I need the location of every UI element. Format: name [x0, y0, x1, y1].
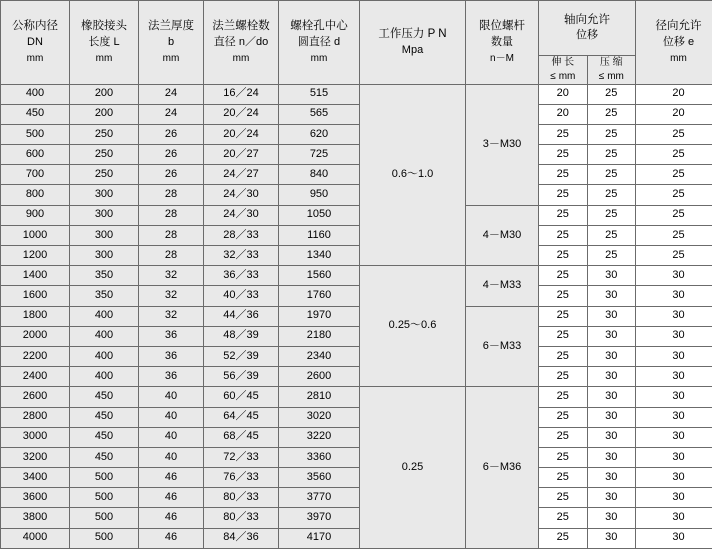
cell-limit-rod: 4－M30 [466, 205, 539, 266]
header-radial: 径向允许 位移 e mm [636, 1, 712, 85]
cell-axial-elongation: 25 [539, 488, 588, 508]
cell-bolt-circle: 3360 [279, 447, 360, 467]
cell-axial-elongation: 25 [539, 427, 588, 447]
cell-axial-elongation: 25 [539, 246, 588, 266]
header-bolt-circle: 螺栓孔中心 圆直径 d mm [279, 1, 360, 85]
cell-dn: 2200 [1, 346, 70, 366]
table-row [1, 326, 712, 346]
cell-flange-thickness: 32 [139, 286, 204, 306]
header-bolt: 法兰螺栓数 直径 n／do mm [204, 1, 279, 85]
table-row [1, 286, 712, 306]
cell-dn: 400 [1, 84, 70, 104]
table-header [1, 1, 712, 85]
table-row [1, 185, 712, 205]
cell-bolt-circle: 3220 [279, 427, 360, 447]
cell-dn: 3200 [1, 447, 70, 467]
cell-bolt: 48／39 [204, 326, 279, 346]
cell-length: 400 [70, 346, 139, 366]
cell-bolt-circle: 2600 [279, 367, 360, 387]
cell-dn: 700 [1, 165, 70, 185]
cell-axial-compression: 25 [587, 145, 636, 165]
cell-dn: 2800 [1, 407, 70, 427]
cell-length: 250 [70, 165, 139, 185]
cell-axial-elongation: 25 [539, 145, 588, 165]
cell-radial: 25 [636, 205, 712, 225]
cell-radial: 30 [636, 286, 712, 306]
cell-bolt-circle: 3770 [279, 488, 360, 508]
cell-axial-compression: 30 [587, 488, 636, 508]
cell-flange-thickness: 24 [139, 84, 204, 104]
header-axial-elongation: 伸 长 ≤ mm [539, 56, 588, 85]
cell-axial-compression: 25 [587, 225, 636, 245]
cell-radial: 30 [636, 407, 712, 427]
cell-dn: 3600 [1, 488, 70, 508]
cell-flange-thickness: 36 [139, 346, 204, 366]
header-axial: 轴向允许 位移 [539, 1, 636, 56]
cell-flange-thickness: 46 [139, 508, 204, 528]
cell-radial: 25 [636, 165, 712, 185]
table-row [1, 246, 712, 266]
cell-axial-elongation: 25 [539, 346, 588, 366]
table-row [1, 84, 712, 104]
cell-length: 350 [70, 266, 139, 286]
table-row [1, 306, 712, 326]
cell-flange-thickness: 46 [139, 528, 204, 548]
table-row [1, 346, 712, 366]
cell-bolt-circle: 2180 [279, 326, 360, 346]
cell-length: 400 [70, 326, 139, 346]
cell-bolt: 40／33 [204, 286, 279, 306]
cell-length: 450 [70, 427, 139, 447]
cell-length: 500 [70, 528, 139, 548]
cell-bolt-circle: 1560 [279, 266, 360, 286]
cell-limit-rod: 4－M33 [466, 266, 539, 306]
cell-bolt: 24／30 [204, 185, 279, 205]
cell-flange-thickness: 40 [139, 387, 204, 407]
cell-bolt: 64／45 [204, 407, 279, 427]
cell-length: 200 [70, 84, 139, 104]
cell-axial-compression: 30 [587, 427, 636, 447]
table-row [1, 165, 712, 185]
cell-radial: 25 [636, 246, 712, 266]
cell-length: 200 [70, 104, 139, 124]
header-flange-thickness: 法兰厚度 b mm [139, 1, 204, 85]
cell-flange-thickness: 32 [139, 266, 204, 286]
cell-pressure: 0.25 [360, 387, 466, 549]
cell-axial-compression: 30 [587, 447, 636, 467]
cell-axial-elongation: 25 [539, 306, 588, 326]
cell-bolt-circle: 950 [279, 185, 360, 205]
cell-axial-compression: 30 [587, 326, 636, 346]
cell-axial-compression: 25 [587, 165, 636, 185]
cell-limit-rod: 6－M33 [466, 306, 539, 387]
cell-axial-compression: 30 [587, 286, 636, 306]
cell-flange-thickness: 24 [139, 104, 204, 124]
cell-dn: 500 [1, 124, 70, 144]
header-limit-rod: 限位螺杆 数量 n－M [466, 1, 539, 85]
cell-bolt: 36／33 [204, 266, 279, 286]
header-row-main [1, 1, 712, 56]
cell-length: 350 [70, 286, 139, 306]
table-row [1, 488, 712, 508]
cell-bolt: 52／39 [204, 346, 279, 366]
cell-bolt-circle: 1970 [279, 306, 360, 326]
cell-bolt: 44／36 [204, 306, 279, 326]
cell-length: 300 [70, 225, 139, 245]
cell-radial: 20 [636, 104, 712, 124]
table-row [1, 447, 712, 467]
cell-radial: 30 [636, 306, 712, 326]
cell-flange-thickness: 46 [139, 468, 204, 488]
cell-bolt: 84／36 [204, 528, 279, 548]
cell-dn: 1800 [1, 306, 70, 326]
cell-length: 250 [70, 124, 139, 144]
table-row [1, 427, 712, 447]
cell-dn: 1600 [1, 286, 70, 306]
cell-dn: 1000 [1, 225, 70, 245]
cell-bolt: 16／24 [204, 84, 279, 104]
cell-bolt-circle: 725 [279, 145, 360, 165]
cell-axial-compression: 30 [587, 528, 636, 548]
cell-radial: 30 [636, 427, 712, 447]
cell-axial-elongation: 25 [539, 447, 588, 467]
cell-axial-elongation: 25 [539, 165, 588, 185]
cell-flange-thickness: 28 [139, 246, 204, 266]
cell-limit-rod: 6－M36 [466, 387, 539, 549]
cell-dn: 800 [1, 185, 70, 205]
cell-axial-elongation: 25 [539, 528, 588, 548]
cell-bolt: 24／30 [204, 205, 279, 225]
table-body [1, 84, 712, 548]
cell-bolt: 80／33 [204, 488, 279, 508]
cell-flange-thickness: 26 [139, 124, 204, 144]
cell-axial-elongation: 25 [539, 508, 588, 528]
cell-radial: 25 [636, 225, 712, 245]
cell-flange-thickness: 40 [139, 427, 204, 447]
cell-length: 400 [70, 367, 139, 387]
cell-radial: 20 [636, 84, 712, 104]
cell-radial: 30 [636, 468, 712, 488]
cell-dn: 2400 [1, 367, 70, 387]
cell-axial-compression: 30 [587, 468, 636, 488]
cell-radial: 30 [636, 447, 712, 467]
cell-axial-elongation: 25 [539, 367, 588, 387]
cell-length: 400 [70, 306, 139, 326]
cell-radial: 30 [636, 346, 712, 366]
table-row [1, 508, 712, 528]
cell-bolt: 60／45 [204, 387, 279, 407]
cell-flange-thickness: 28 [139, 225, 204, 245]
cell-flange-thickness: 40 [139, 407, 204, 427]
cell-radial: 30 [636, 367, 712, 387]
cell-radial: 25 [636, 145, 712, 165]
cell-length: 500 [70, 488, 139, 508]
cell-bolt-circle: 515 [279, 84, 360, 104]
table-row [1, 266, 712, 286]
cell-bolt: 72／33 [204, 447, 279, 467]
table-row [1, 145, 712, 165]
cell-axial-compression: 30 [587, 407, 636, 427]
cell-flange-thickness: 28 [139, 205, 204, 225]
cell-flange-thickness: 26 [139, 165, 204, 185]
cell-bolt-circle: 840 [279, 165, 360, 185]
cell-axial-elongation: 25 [539, 326, 588, 346]
cell-length: 500 [70, 468, 139, 488]
cell-dn: 2000 [1, 326, 70, 346]
cell-bolt-circle: 1050 [279, 205, 360, 225]
cell-dn: 3800 [1, 508, 70, 528]
cell-dn: 1400 [1, 266, 70, 286]
cell-axial-compression: 25 [587, 84, 636, 104]
cell-axial-elongation: 25 [539, 387, 588, 407]
cell-axial-elongation: 25 [539, 124, 588, 144]
cell-dn: 600 [1, 145, 70, 165]
table-row [1, 407, 712, 427]
cell-flange-thickness: 26 [139, 145, 204, 165]
cell-flange-thickness: 32 [139, 306, 204, 326]
cell-radial: 25 [636, 185, 712, 205]
table-row [1, 387, 712, 407]
table-row [1, 104, 712, 124]
table-row [1, 528, 712, 548]
cell-dn: 3000 [1, 427, 70, 447]
cell-bolt-circle: 3970 [279, 508, 360, 528]
cell-dn: 450 [1, 104, 70, 124]
cell-bolt-circle: 1760 [279, 286, 360, 306]
cell-length: 300 [70, 246, 139, 266]
cell-radial: 25 [636, 124, 712, 144]
cell-bolt-circle: 1160 [279, 225, 360, 245]
table-row [1, 367, 712, 387]
cell-bolt-circle: 2340 [279, 346, 360, 366]
cell-axial-elongation: 20 [539, 84, 588, 104]
cell-flange-thickness: 40 [139, 447, 204, 467]
cell-axial-elongation: 25 [539, 225, 588, 245]
cell-axial-elongation: 25 [539, 468, 588, 488]
cell-axial-elongation: 25 [539, 205, 588, 225]
cell-axial-compression: 30 [587, 367, 636, 387]
cell-bolt: 20／27 [204, 145, 279, 165]
cell-axial-elongation: 25 [539, 407, 588, 427]
cell-bolt-circle: 565 [279, 104, 360, 124]
cell-bolt-circle: 3020 [279, 407, 360, 427]
cell-bolt-circle: 2810 [279, 387, 360, 407]
cell-axial-compression: 25 [587, 104, 636, 124]
cell-axial-compression: 30 [587, 266, 636, 286]
cell-bolt: 20／24 [204, 124, 279, 144]
cell-flange-thickness: 28 [139, 185, 204, 205]
cell-length: 300 [70, 185, 139, 205]
header-length: 橡胶接头 长度 L mm [70, 1, 139, 85]
cell-dn: 900 [1, 205, 70, 225]
table-row [1, 124, 712, 144]
cell-dn: 3400 [1, 468, 70, 488]
cell-axial-compression: 30 [587, 346, 636, 366]
cell-bolt: 20／24 [204, 104, 279, 124]
table-row [1, 205, 712, 225]
table-row [1, 468, 712, 488]
cell-radial: 30 [636, 266, 712, 286]
cell-flange-thickness: 46 [139, 488, 204, 508]
cell-axial-compression: 25 [587, 246, 636, 266]
cell-pressure: 0.6～1.0 [360, 84, 466, 266]
cell-length: 450 [70, 387, 139, 407]
cell-bolt-circle: 1340 [279, 246, 360, 266]
cell-length: 300 [70, 205, 139, 225]
cell-axial-compression: 30 [587, 306, 636, 326]
cell-axial-elongation: 25 [539, 185, 588, 205]
cell-axial-elongation: 20 [539, 104, 588, 124]
cell-pressure: 0.25～0.6 [360, 266, 466, 387]
cell-dn: 2600 [1, 387, 70, 407]
cell-radial: 30 [636, 387, 712, 407]
cell-axial-compression: 25 [587, 205, 636, 225]
cell-length: 450 [70, 407, 139, 427]
header-dn: 公称内径 DN mm [1, 1, 70, 85]
cell-axial-compression: 25 [587, 185, 636, 205]
cell-axial-compression: 30 [587, 387, 636, 407]
cell-axial-elongation: 25 [539, 286, 588, 306]
cell-radial: 30 [636, 508, 712, 528]
cell-dn: 1200 [1, 246, 70, 266]
cell-dn: 4000 [1, 528, 70, 548]
cell-radial: 30 [636, 528, 712, 548]
cell-bolt-circle: 4170 [279, 528, 360, 548]
header-pressure: 工作压力 P N Mpa [360, 1, 466, 85]
cell-flange-thickness: 36 [139, 367, 204, 387]
cell-bolt: 56／39 [204, 367, 279, 387]
cell-bolt: 76／33 [204, 468, 279, 488]
cell-limit-rod: 3－M30 [466, 84, 539, 205]
cell-bolt: 80／33 [204, 508, 279, 528]
cell-bolt: 32／33 [204, 246, 279, 266]
cell-length: 500 [70, 508, 139, 528]
cell-length: 450 [70, 447, 139, 467]
header-axial-compression: 压 缩 ≤ mm [587, 56, 636, 85]
cell-bolt-circle: 3560 [279, 468, 360, 488]
cell-bolt: 24／27 [204, 165, 279, 185]
cell-bolt: 28／33 [204, 225, 279, 245]
cell-radial: 30 [636, 488, 712, 508]
cell-flange-thickness: 36 [139, 326, 204, 346]
cell-axial-elongation: 25 [539, 266, 588, 286]
cell-axial-compression: 25 [587, 124, 636, 144]
cell-axial-compression: 30 [587, 508, 636, 528]
cell-bolt-circle: 620 [279, 124, 360, 144]
cell-radial: 30 [636, 326, 712, 346]
cell-length: 250 [70, 145, 139, 165]
cell-bolt: 68／45 [204, 427, 279, 447]
table-row [1, 225, 712, 245]
